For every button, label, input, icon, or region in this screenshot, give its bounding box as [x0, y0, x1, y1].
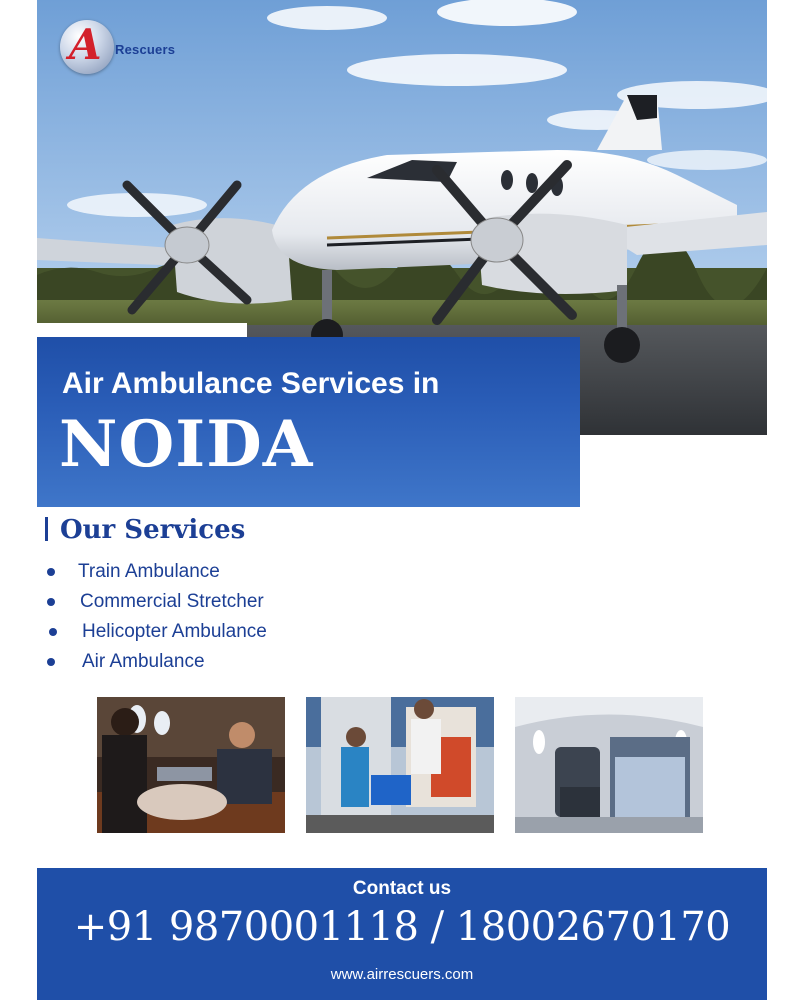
service-item [45, 560, 267, 590]
service-label: Helicopter Ambulance [82, 621, 267, 642]
services-list [45, 560, 267, 680]
bullet-icon [47, 598, 55, 606]
service-label: Air Ambulance [82, 651, 205, 672]
contact-panel [37, 868, 767, 1000]
bullet-icon [47, 568, 55, 576]
services-heading [45, 515, 245, 545]
brand-name: Rescuers [115, 42, 176, 57]
headline-line1: Air Ambulance Services in [62, 367, 440, 400]
bullet-icon [49, 628, 57, 636]
brand-logo [57, 18, 217, 78]
photo-patient-cabin [97, 697, 285, 833]
bullet-icon [47, 658, 55, 666]
service-label: Train Ambulance [78, 561, 220, 582]
services-heading-text: Our Services [60, 515, 246, 545]
logo-letter: A [69, 20, 102, 69]
contact-label: Contact us [352, 878, 452, 899]
service-item [45, 620, 267, 650]
service-item [45, 650, 267, 680]
service-label: Commercial Stretcher [80, 591, 264, 612]
headline-panel [37, 337, 580, 507]
photo-loading-ambulance [306, 697, 494, 833]
service-item [45, 590, 267, 620]
headline-city: NOIDA [59, 407, 314, 482]
contact-website[interactable]: www.airrescuers.com [330, 966, 474, 983]
photo-cabin-stretcher [515, 697, 703, 833]
contact-phone[interactable]: +91 9870001118 / 18002670170 [73, 904, 731, 950]
heading-bar [45, 517, 48, 541]
